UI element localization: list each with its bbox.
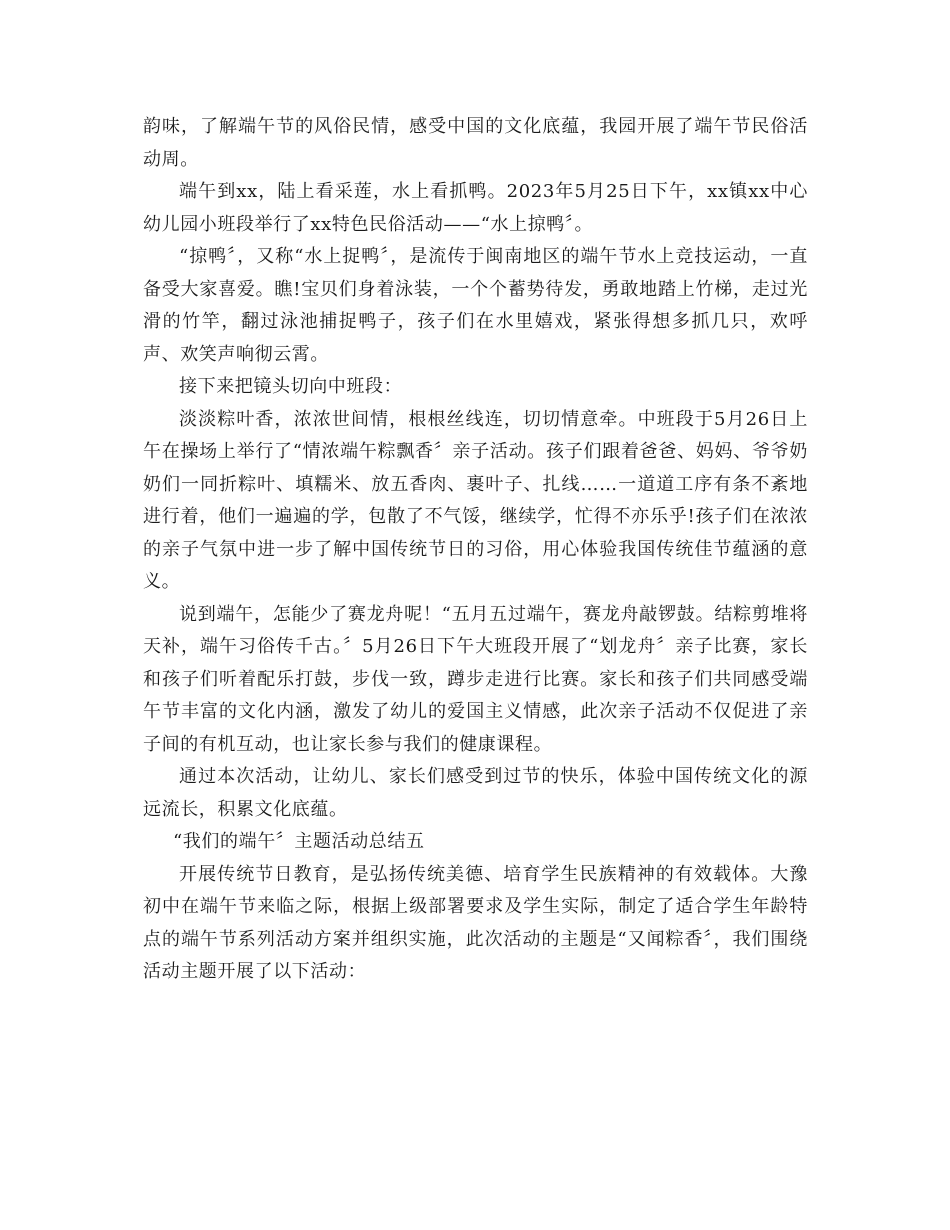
section-heading-summary-five: “我们的端午〞主题活动总结五 [173,831,425,852]
paragraph-intro-continuation: 韵味，了解端午节的风俗民情，感受中国的文化底蕴，我园开展了端午节民俗活动周。 [143,116,808,170]
paragraph-dragon-boat: 说到端午，怎能少了赛龙舟呢！“五月五过端午，赛龙舟敲锣鼓。结粽剪堆将天补，端午习俗传千古。〞5月26日下午大班段开展了“划龙舟〞亲子比赛，家长和孩子们听着配乐打鼓，步伐一致，蹲步走进行比赛。家长和孩子们共同感受端午节丰富的文化内涵，激发了幼儿的爱国主义情感，此次亲子活动不仅促进了亲子间的有机互动，也让家长参与我们的健康课程。 [143,603,808,755]
paragraph-middle-class-intro: 接下来把镜头切向中班段： [179,376,403,397]
paragraph-activity-summary: 通过本次活动，让幼儿、家长们感受到过节的快乐，体验中国传统文化的源远流长，积累文化底蕴。 [143,766,808,820]
paragraph-small-class-activity: 端午到xx，陆上看采莲，水上看抓鸭。2023年5月25日下午，xx镇xx中心幼儿园小班段举行了xx特色民俗活动——“水上掠鸭〞。 [143,181,808,235]
paragraph-zongzi-activity: 淡淡粽叶香，浓浓世间情，根根丝线连，切切情意牵。中班段于5月26日上午在操场上举行了“情浓端午粽飘香〞亲子活动。孩子们跟着爸爸、妈妈、爷爷奶奶们一同折粽叶、填糯米、放五香肉、裹叶子、扎线……一道道工序有条不紊地进行着，他们一遍遍的学，包散了不气馁，继续学，忙得不亦乐乎!孩子们在浓浓的亲子气氛中进一步了解中国传统节日的习俗，用心体验我国传统佳节蕴涵的意义。 [143,408,808,592]
paragraph-duck-catching: “掠鸭〞，又称“水上捉鸭〞，是流传于闽南地区的端午节水上竞技运动，一直备受大家喜爱。瞧!宝贝们身着泳装，一个个蓄势待发，勇敢地踏上竹梯，走过光滑的竹竿，翻过泳池捕捉鸭子，孩子们在水里嬉戏，紧张得想多抓几只，欢呼声、欢笑声响彻云霄。 [143,246,808,365]
document-body [143,111,808,989]
paragraph-traditional-festival-education: 开展传统节日教育，是弘扬传统美德、培育学生民族精神的有效载体。大豫初中在端午节来临之际，根据上级部署要求及学生实际，制定了适合学生年龄特点的端午节系列活动方案并组织实施，此次活动的主题是“又闻粽香〞，我们围绕活动主题开展了以下活动： [143,863,808,982]
